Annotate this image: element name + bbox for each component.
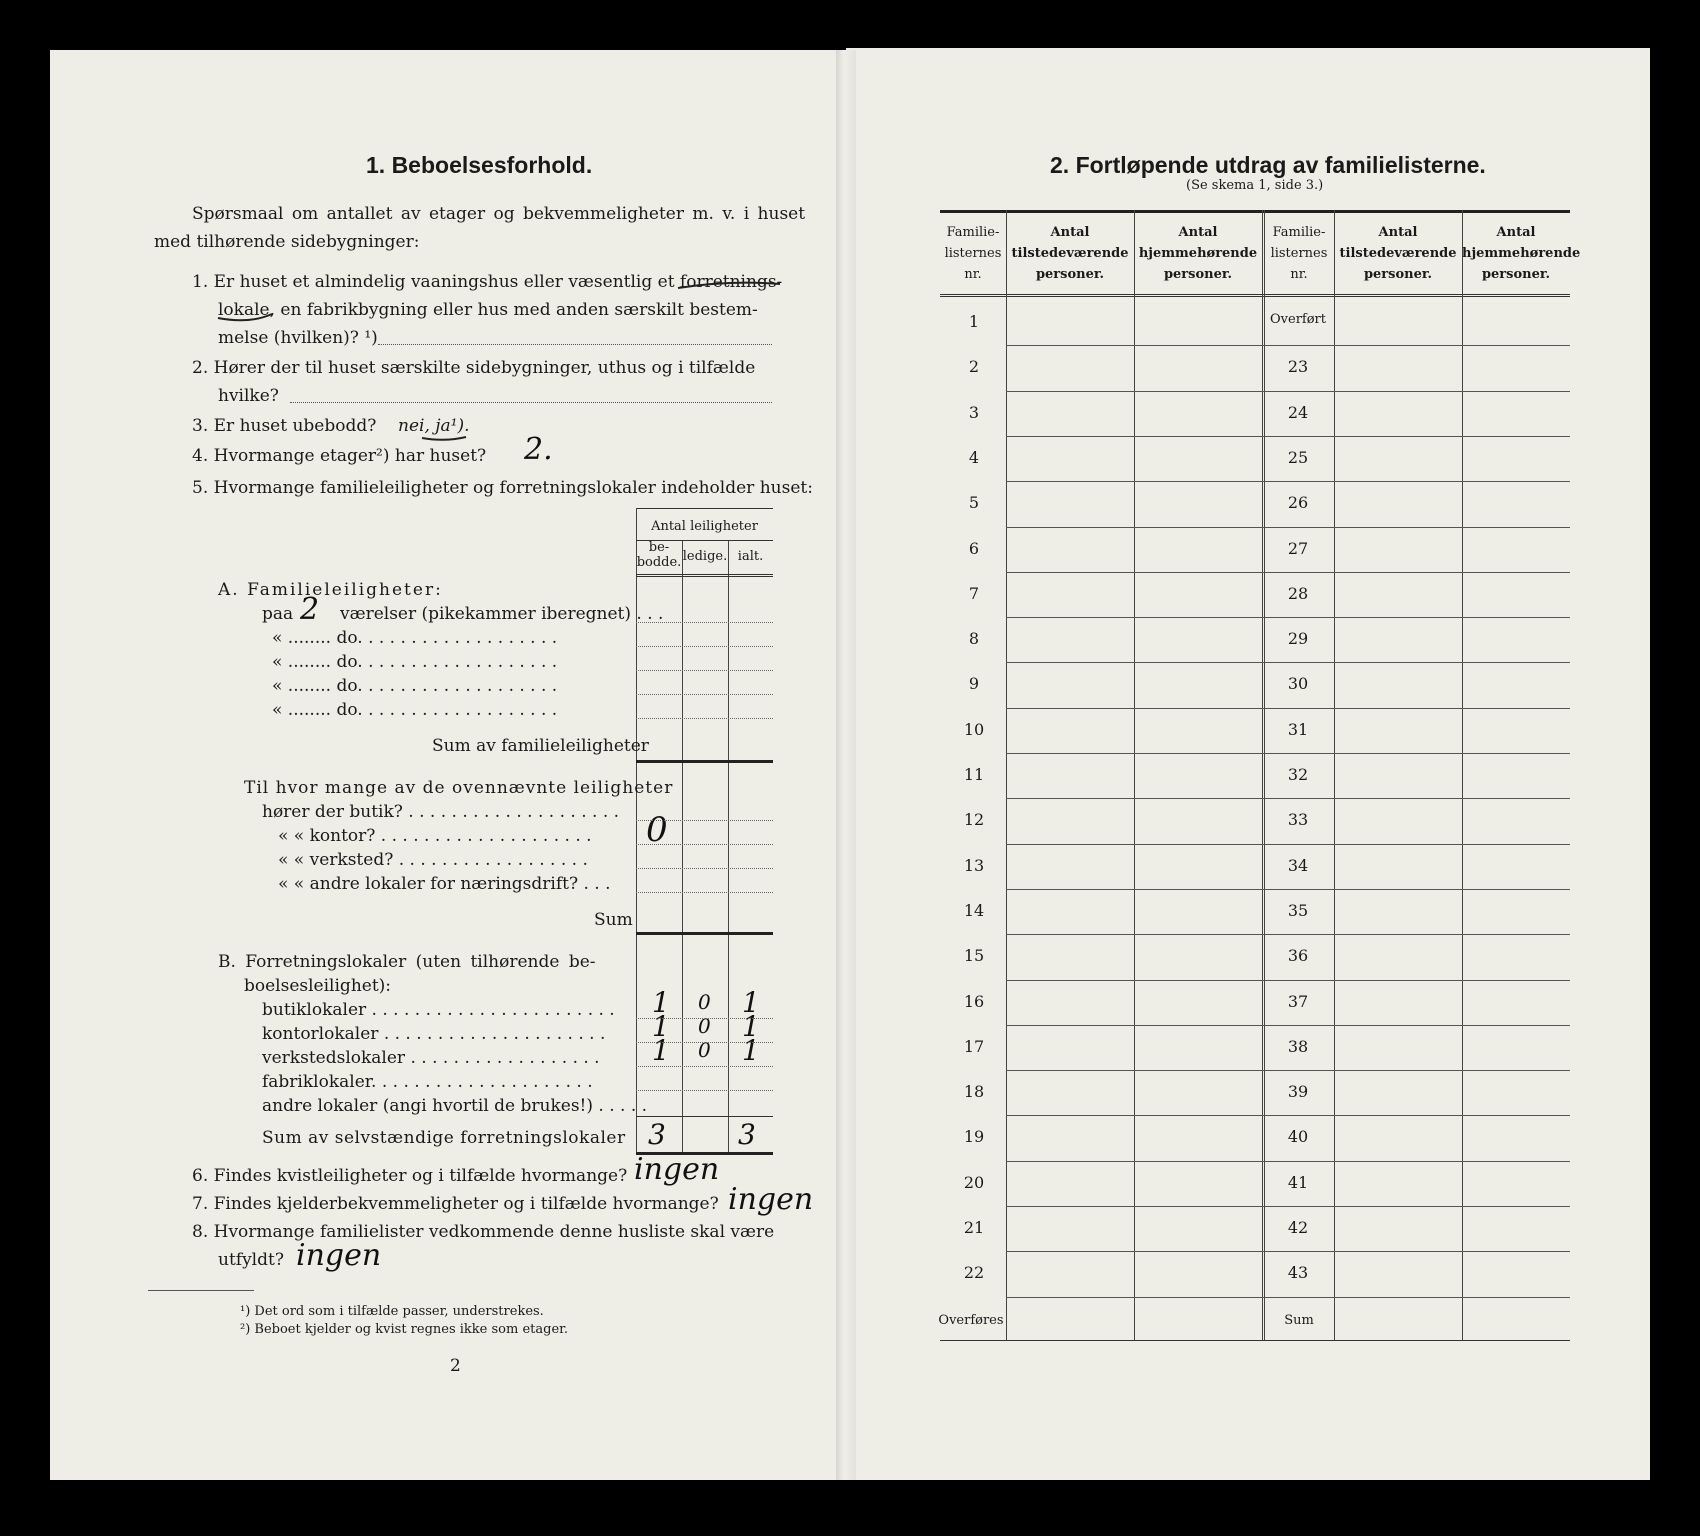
question-1-line-2: lokale, en fabrikbygning eller hus med anden særskilt bestem- — [218, 300, 758, 320]
footnote-2: ²) Beboet kjelder og kvist regnes ikke som etager. — [240, 1322, 569, 1337]
family-nr-left: 9 — [968, 674, 980, 694]
question-3-options: nei, ja¹). — [398, 416, 470, 436]
row-rule — [636, 844, 773, 845]
footnote-1: ¹) Det ord som i tilfælde passer, understrekes. — [240, 1304, 544, 1319]
family-nr-left: 4 — [968, 447, 980, 467]
family-row-rule — [1006, 934, 1570, 935]
family-row-rule — [1006, 798, 1570, 799]
family-row-rule — [1006, 1251, 1570, 1252]
family-row-rule — [1006, 1070, 1570, 1071]
col-bebodde: be- bodde. — [636, 540, 682, 570]
family-row-rule — [1006, 527, 1570, 528]
row-rule — [636, 868, 773, 869]
section-b-line-1: B. Forretningslokaler (uten tilhørende be- — [218, 952, 596, 972]
family-nr-left: 17 — [963, 1036, 985, 1056]
question-8-answer: ingen — [296, 1238, 382, 1273]
right-subtitle: (Se skema 1, side 3.) — [1186, 178, 1324, 193]
family-row-rule — [1006, 345, 1570, 346]
col-ledige: ledige. — [682, 549, 728, 564]
family-row-rule — [1006, 481, 1570, 482]
family-table-top-rule — [940, 210, 1570, 213]
question-2-line-2: hvilke? — [218, 386, 279, 406]
til-hvor-line-1: Til hvor mange av de ovennævnte leiligheter — [244, 778, 674, 798]
kontor-answer: 0 — [646, 810, 668, 850]
row-rule — [636, 622, 773, 623]
left-section-title: 1. Beboelsesforhold. — [366, 152, 593, 178]
family-row-rule — [1006, 1115, 1570, 1116]
family-nr-right: 41 — [1287, 1172, 1309, 1192]
family-nr-left: 16 — [963, 991, 985, 1011]
family-nr-right: Overført — [1270, 312, 1326, 327]
question-1-line-3: melse (hvilken)? ¹) — [218, 328, 378, 348]
page-number: 2 — [450, 1356, 461, 1376]
b-row-label: kontorlokaler . . . . . . . . . . . . . . . . . . . . . — [262, 1024, 606, 1044]
b-row-ledige: 0 — [698, 1038, 711, 1062]
family-col-divider — [1262, 210, 1265, 1340]
header-hjemme-left: Antal hjemmehørende personer. — [1138, 225, 1258, 282]
intro-line-1: Spørsmaal om antallet av etager og bekvemmeligheter m. v. i huset — [192, 204, 806, 224]
family-nr-left: 5 — [968, 493, 980, 513]
do-row-1: « ........ do. . . . . . . . . . . . . . . . . . . — [272, 628, 558, 648]
row-rule — [636, 694, 773, 695]
row-rule — [636, 820, 773, 821]
family-nr-right: 34 — [1287, 855, 1309, 875]
intro-line-2: med tilhørende sidebygninger: — [154, 232, 420, 252]
family-row-rule — [1006, 662, 1570, 663]
family-nr-left: 20 — [963, 1172, 985, 1192]
question-6: 6. Findes kvistleiligheter og i tilfælde hvormange? — [192, 1166, 628, 1186]
family-row-rule — [1006, 844, 1570, 845]
header-hjemme-right: Antal hjemmehørende personer. — [1462, 225, 1581, 282]
table-col-line-3 — [728, 540, 729, 1154]
question-1-line-1: 1. Er huset et almindelig vaaningshus eller væsentlig et forretnings- — [192, 272, 783, 292]
family-nr-left: 3 — [968, 402, 980, 422]
andre-lokaler-line: « « andre lokaler for næringsdrift? . . . — [278, 874, 611, 894]
family-row-rule — [1006, 1025, 1570, 1026]
question-8-line-2: utfyldt? — [218, 1250, 284, 1270]
vaerelser-label: værelser (pikekammer iberegnet) . . . — [340, 604, 664, 624]
row-rule — [636, 892, 773, 893]
row-rule — [636, 1116, 773, 1117]
left-page — [50, 50, 846, 1480]
verksted-line: « « verksted? . . . . . . . . . . . . . . . . . . — [278, 850, 588, 870]
table-top-rule — [636, 508, 773, 509]
family-nr-right: 30 — [1287, 674, 1309, 694]
table-subheader-rule — [636, 574, 773, 577]
b-row-ialt: 1 — [742, 1010, 760, 1043]
page-fold — [836, 50, 856, 1480]
family-nr-right: 38 — [1287, 1036, 1309, 1056]
row-rule — [636, 1090, 773, 1091]
b-row-label: fabriklokaler. . . . . . . . . . . . . . . . . . . . . — [262, 1072, 593, 1092]
family-nr-right: 31 — [1287, 719, 1309, 739]
family-row-rule — [1006, 708, 1570, 709]
header-tilstede-left: Antal tilstedeværende personer. — [1011, 225, 1129, 282]
family-nr-right: 32 — [1287, 765, 1309, 784]
question-8-line-1: 8. Hvormange familielister vedkommende denne husliste skal være — [192, 1222, 775, 1242]
sum-forretning-label: Sum av selvstændige forretningslokaler — [262, 1128, 626, 1148]
do-row-4: « ........ do. . . . . . . . . . . . . . . . . . . — [272, 700, 558, 720]
family-col-line — [1134, 210, 1135, 1340]
q3-underline-mark — [420, 434, 470, 444]
b-row-ledige: 0 — [698, 1014, 711, 1038]
family-row-rule — [1006, 753, 1570, 754]
footer-overfores: Overføres — [938, 1313, 1004, 1328]
family-table-header-rule — [940, 294, 1570, 297]
family-col-line — [1006, 210, 1007, 1340]
family-row-rule — [1006, 1161, 1570, 1162]
b-row-label: andre lokaler (angi hvortil de brukes!) . . . . . — [262, 1096, 648, 1116]
family-nr-left: 18 — [963, 1082, 985, 1102]
header-tilstede-right: Antal tilstedeværende personer. — [1339, 225, 1457, 282]
row-rule — [636, 1042, 773, 1043]
row-rule — [636, 718, 773, 719]
question-3: 3. Er huset ubebodd? — [192, 416, 377, 436]
right-section-title: 2. Fortløpende utdrag av familielisterne. — [1050, 152, 1486, 178]
family-nr-right: 40 — [1287, 1127, 1309, 1147]
question-6-answer: ingen — [634, 1152, 720, 1187]
family-nr-left: 1 — [968, 312, 980, 331]
family-nr-left: 19 — [963, 1127, 985, 1147]
b-row-ialt: 1 — [742, 986, 760, 1019]
b-row-label: butiklokaler . . . . . . . . . . . . . . . . . . . . . . . — [262, 1000, 615, 1020]
til-hvor-line-2: hører der butik? . . . . . . . . . . . . . . . . . . . . — [262, 802, 620, 822]
col-ialt: ialt. — [737, 549, 764, 564]
table-header: Antal leiligheter — [651, 519, 758, 534]
section-b-line-2: boelsesleilighet): — [244, 976, 392, 996]
family-nr-right: 28 — [1287, 583, 1309, 603]
question-7-answer: ingen — [728, 1182, 814, 1217]
answer-line-q1 — [378, 344, 772, 345]
family-nr-left: 11 — [963, 765, 985, 784]
family-nr-right: 33 — [1287, 810, 1309, 830]
family-nr-left: 10 — [963, 719, 985, 739]
do-row-2: « ........ do. . . . . . . . . . . . . . . . . . . — [272, 652, 558, 672]
family-nr-right: 27 — [1287, 538, 1309, 558]
b-row-bebodde: 1 — [652, 1010, 670, 1043]
family-nr-left: 6 — [968, 538, 980, 558]
family-row-rule — [1006, 572, 1570, 573]
family-row-rule — [1006, 391, 1570, 392]
family-nr-right: 29 — [1287, 629, 1309, 649]
sum-label: Sum — [594, 910, 633, 930]
kontor-line: « « kontor? . . . . . . . . . . . . . . . . . . . . — [278, 826, 592, 846]
header-familie-nr-left: Familie- listernes nr. — [944, 225, 1002, 282]
family-nr-left: 13 — [963, 855, 985, 875]
family-row-rule — [1006, 436, 1570, 437]
b-row-bebodde: 1 — [652, 986, 670, 1019]
question-5: 5. Hvormange familieleiligheter og forretningslokaler indeholder huset: — [192, 478, 813, 498]
family-nr-right: 24 — [1287, 402, 1309, 422]
q1-underline-mark — [210, 268, 780, 328]
row-rule — [636, 1018, 773, 1019]
b-row-bebodde: 1 — [652, 1034, 670, 1067]
footnote-rule — [148, 1290, 254, 1291]
family-nr-right: 36 — [1287, 946, 1309, 966]
family-row-rule — [1006, 980, 1570, 981]
section-a-title: A. Familieleiligheter: — [218, 580, 443, 600]
family-table-bottom-rule — [940, 1340, 1570, 1341]
family-nr-right: 35 — [1287, 900, 1309, 920]
b-row-ledige: 0 — [698, 990, 711, 1014]
family-nr-right: 26 — [1287, 493, 1309, 513]
family-nr-left: 21 — [963, 1218, 985, 1237]
footer-sum: Sum — [1284, 1313, 1314, 1328]
family-nr-left: 22 — [963, 1263, 985, 1283]
b-row-label: verkstedslokaler . . . . . . . . . . . . . . . . . . — [262, 1048, 600, 1068]
family-nr-left: 7 — [968, 583, 980, 603]
family-nr-left: 8 — [968, 629, 980, 649]
question-4: 4. Hvormange etager²) har huset? — [192, 446, 487, 466]
row-rule — [636, 670, 773, 671]
sum-forretning-bebodde: 3 — [648, 1118, 666, 1151]
row-rule — [636, 646, 773, 647]
table-col-line-2 — [682, 540, 683, 1154]
family-row-rule — [1006, 1297, 1570, 1298]
sum-forretning-ialt: 3 — [738, 1118, 756, 1151]
family-col-line — [1462, 210, 1463, 1340]
family-nr-right: 23 — [1287, 357, 1309, 377]
family-nr-right: 42 — [1287, 1218, 1309, 1237]
family-nr-left: 15 — [963, 946, 985, 966]
family-nr-left: 2 — [968, 357, 980, 377]
family-nr-right: 39 — [1287, 1082, 1309, 1102]
family-nr-left: 14 — [963, 900, 985, 920]
b-row-ialt: 1 — [742, 1034, 760, 1067]
family-nr-right: 43 — [1287, 1263, 1309, 1283]
question-4-answer: 2. — [524, 432, 553, 467]
family-row-rule — [1006, 889, 1570, 890]
paa-label: paa — [262, 604, 294, 624]
sum-family-rule — [636, 760, 773, 763]
family-nr-right: 25 — [1287, 447, 1309, 467]
sum-family-label: Sum av familieleiligheter — [432, 736, 649, 756]
family-row-rule — [1006, 617, 1570, 618]
family-nr-right: 37 — [1287, 991, 1309, 1011]
family-col-line — [1334, 210, 1335, 1340]
sum-rule — [636, 932, 773, 935]
family-nr-left: 12 — [963, 810, 985, 830]
answer-line-q2 — [290, 402, 772, 403]
header-familie-nr-right: Familie- listernes nr. — [1270, 225, 1328, 282]
question-2-line-1: 2. Hører der til huset særskilte sidebygninger, uthus og i tilfælde — [192, 358, 756, 378]
do-row-3: « ........ do. . . . . . . . . . . . . . . . . . . — [272, 676, 558, 696]
family-row-rule — [1006, 1206, 1570, 1207]
question-7: 7. Findes kjelderbekvemmeligheter og i tilfælde hvormange? — [192, 1194, 719, 1214]
row-rule — [636, 1066, 773, 1067]
paa-value: 2 — [300, 592, 320, 627]
